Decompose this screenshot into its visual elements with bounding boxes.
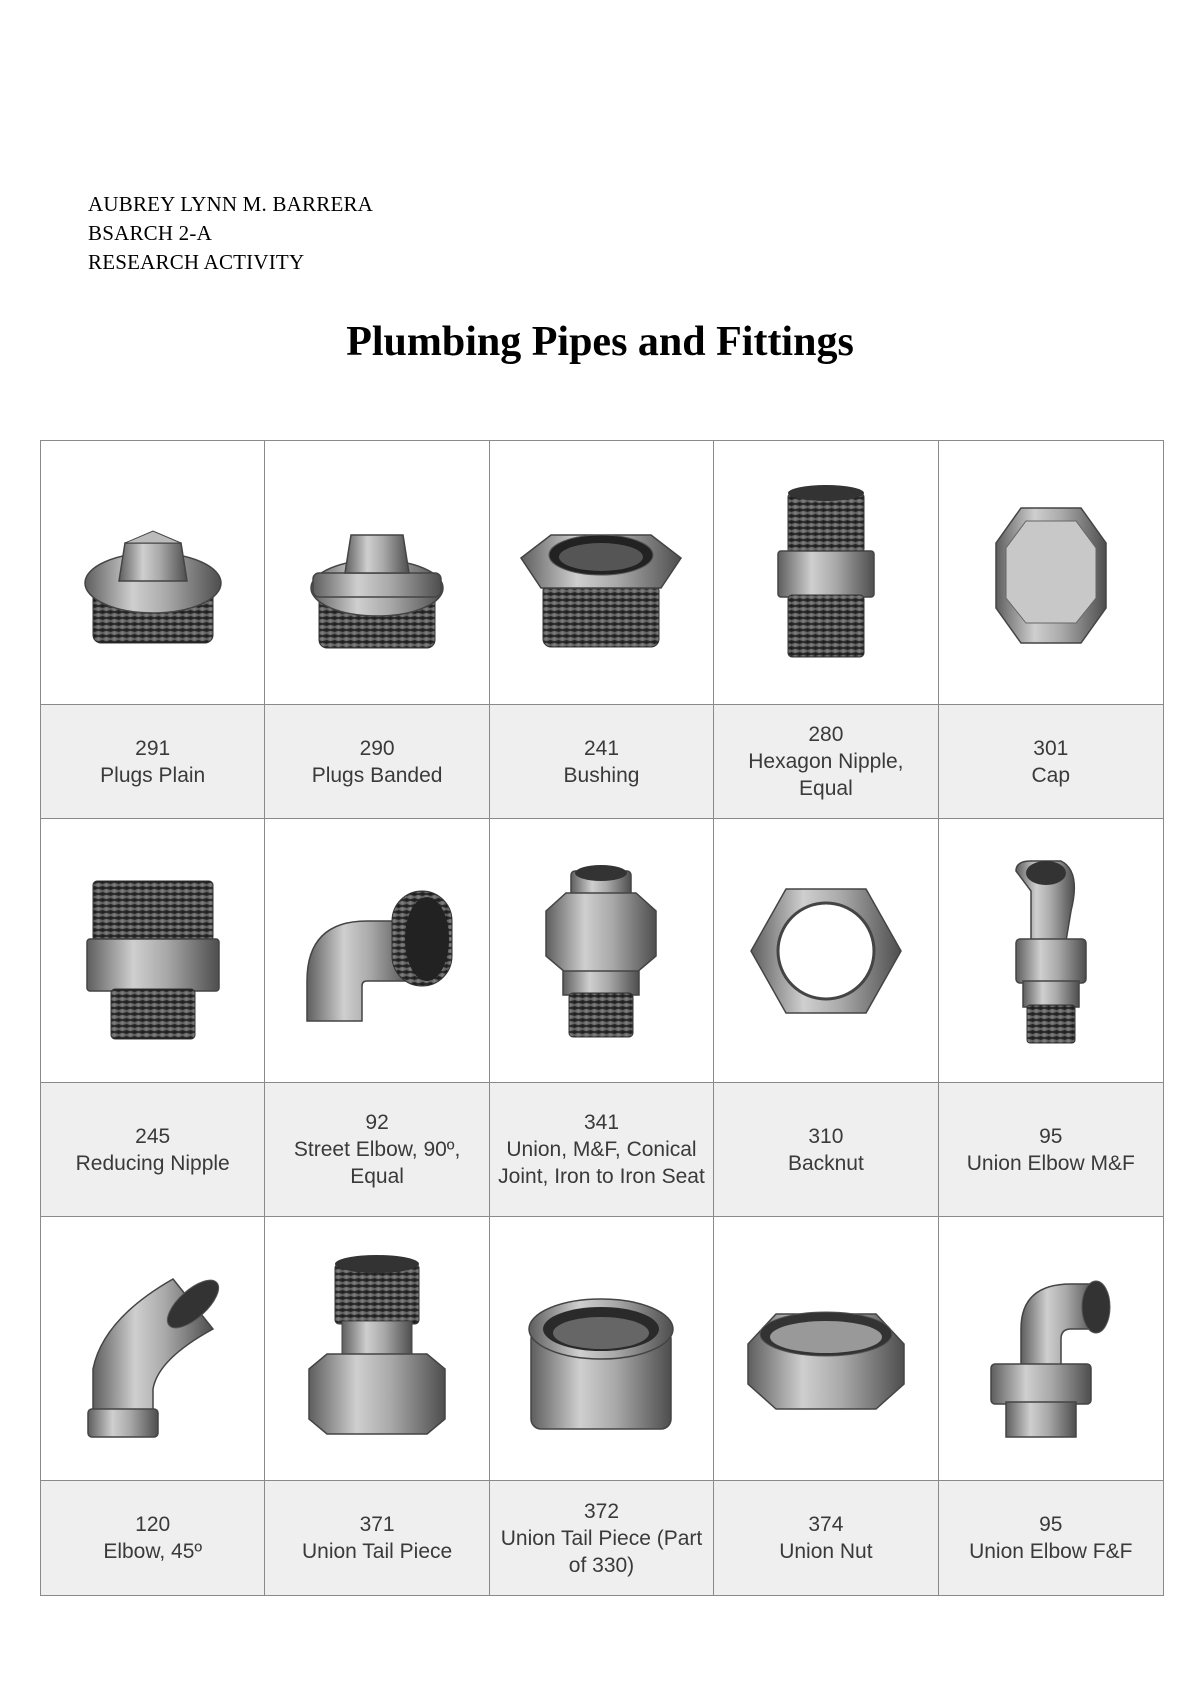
fitting-label-cell xyxy=(939,1083,1163,1217)
fitting-name: Cap xyxy=(1031,763,1071,787)
fitting-label-cell xyxy=(490,1481,714,1595)
fitting-label-cell xyxy=(714,705,938,819)
fitting-name: Backnut xyxy=(787,1151,864,1175)
fitting-image-cell xyxy=(939,441,1163,705)
fitting-label-cell xyxy=(490,705,714,819)
fitting-code: 280 xyxy=(808,723,844,746)
fitting-name: Union Nut xyxy=(779,1540,873,1563)
elbow-45-icon xyxy=(63,1249,243,1449)
activity-label: RESEARCH ACTIVITY xyxy=(88,250,305,274)
backnut-icon xyxy=(736,851,916,1051)
fitting-image-cell xyxy=(490,1217,714,1481)
fitting-name: Hexagon Nipple, Equal xyxy=(748,750,904,800)
fitting-name: Plugs Plain xyxy=(100,763,206,787)
fitting-name: Union Tail Piece xyxy=(301,1540,453,1563)
fitting-code: 301 xyxy=(1033,736,1069,760)
fitting-label-cell xyxy=(939,1481,1163,1595)
fitting-label-cell xyxy=(41,1481,265,1595)
fitting-code: 95 xyxy=(1039,1513,1063,1536)
fitting-name: Union Tail Piece (Part of 330) xyxy=(500,1526,703,1577)
fitting-name: Plugs Banded xyxy=(311,763,443,787)
fitting-name: Bushing xyxy=(563,763,640,787)
plug-plain-icon xyxy=(63,473,243,673)
fitting-label-cell xyxy=(41,1083,265,1217)
author-block xyxy=(88,190,373,277)
union-tail-piece-330-icon xyxy=(511,1249,691,1449)
fitting-image-cell xyxy=(714,819,938,1083)
fitting-image-cell xyxy=(41,1217,265,1481)
fitting-code: 241 xyxy=(583,736,620,760)
fitting-label-cell xyxy=(41,705,265,819)
fitting-code: 374 xyxy=(808,1513,844,1536)
reducing-nipple-icon xyxy=(63,851,243,1051)
fitting-code: 310 xyxy=(808,1124,844,1148)
fittings-table xyxy=(40,440,1164,1596)
union-nut-icon xyxy=(736,1249,916,1449)
fitting-name: Union, M&F, Conical Joint, Iron to Iron Seat xyxy=(498,1138,705,1188)
fitting-name: Street Elbow, 90º, Equal xyxy=(293,1138,461,1188)
fitting-name: Union Elbow M&F xyxy=(966,1151,1135,1175)
fitting-code: 371 xyxy=(359,1513,395,1536)
fitting-image-cell xyxy=(939,1217,1163,1481)
fitting-image-cell xyxy=(41,441,265,705)
cap-icon xyxy=(961,473,1141,673)
hexagon-nipple-icon xyxy=(736,473,916,673)
fitting-image-cell xyxy=(714,1217,938,1481)
fitting-name: Elbow, 45º xyxy=(103,1540,203,1563)
plug-banded-icon xyxy=(287,473,467,673)
fitting-code: 120 xyxy=(135,1513,171,1536)
page-title: Plumbing Pipes and Fittings xyxy=(346,319,854,365)
fitting-code: 372 xyxy=(583,1499,620,1523)
fitting-image-cell xyxy=(490,819,714,1083)
fitting-image-cell xyxy=(714,441,938,705)
fitting-label-cell xyxy=(265,1083,489,1217)
fitting-label-cell xyxy=(939,705,1163,819)
fitting-label-cell xyxy=(714,1083,938,1217)
fitting-code: 341 xyxy=(583,1111,620,1134)
street-elbow-icon xyxy=(287,851,467,1051)
fitting-image-cell xyxy=(939,819,1163,1083)
bushing-icon xyxy=(511,473,691,673)
fitting-label-cell xyxy=(490,1083,714,1217)
union-tail-piece-icon xyxy=(287,1249,467,1449)
fitting-image-cell xyxy=(265,1217,489,1481)
union-icon xyxy=(511,851,691,1051)
fitting-name: Union Elbow F&F xyxy=(969,1540,1133,1563)
author-section: BSARCH 2-A xyxy=(88,221,212,245)
union-elbow-mf-icon xyxy=(961,851,1141,1051)
fitting-label-cell xyxy=(265,1481,489,1595)
fitting-image-cell xyxy=(265,819,489,1083)
fitting-code: 290 xyxy=(359,736,395,760)
fitting-label-cell xyxy=(714,1481,938,1595)
fitting-name: Reducing Nipple xyxy=(75,1151,230,1175)
fitting-code: 291 xyxy=(135,736,171,760)
fitting-image-cell xyxy=(490,441,714,705)
fitting-image-cell xyxy=(265,441,489,705)
fitting-code: 92 xyxy=(365,1111,389,1134)
fitting-image-cell xyxy=(41,819,265,1083)
author-name: AUBREY LYNN M. BARRERA xyxy=(88,192,374,216)
fitting-label-cell xyxy=(265,705,489,819)
union-elbow-ff-icon xyxy=(961,1249,1141,1449)
fitting-code: 245 xyxy=(135,1124,171,1148)
fitting-code: 95 xyxy=(1039,1124,1063,1148)
